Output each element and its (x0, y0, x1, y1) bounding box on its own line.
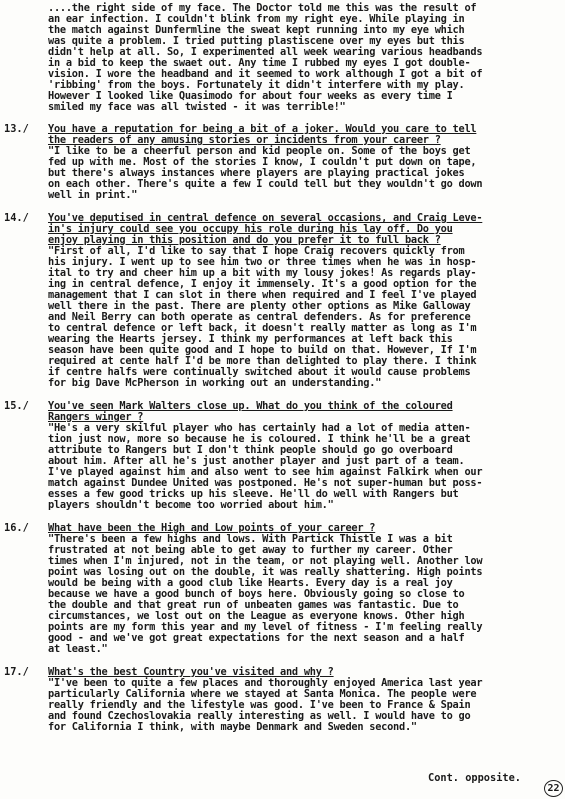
question-number: 17./ (4, 666, 29, 678)
answer-line: "First of all, I'd like to say that I hope Craig recovers quickly from (48, 245, 465, 257)
answer-line: points are my form this year and my level of fitness - I'm feeling really (48, 621, 483, 633)
answer-line: frustrated at not being able to get away to further my career. Other (48, 544, 453, 556)
intro-line: was quite a problem. I tried putting plastiscene over my eyes but this (48, 35, 465, 47)
answer-line: particularly California where we stayed at Santa Monica. The people were (48, 688, 477, 700)
question-number: 13./ (4, 123, 29, 135)
answer-line: and found Czechoslovakia really interesting as well. I would have to go (48, 710, 471, 722)
answer-line: season have been quite good and I hope to build on that. However, If I'm (48, 344, 477, 356)
question-number: 16./ (4, 522, 29, 534)
answer-line: required at cente half I'd be more than delighted to play there. I think (48, 355, 477, 367)
answer-line: good - and we've got great expectations for the next season and a half (48, 632, 465, 644)
intro-line: ....the right side of my face. The Doctor told me this was the result of (48, 2, 477, 14)
intro-line: vision. I wore the headband and it seemed to work although I got a bit of (48, 68, 483, 80)
answer-line: at least." (48, 643, 108, 655)
question-line: What have been the High and Low points of your career ? (48, 522, 376, 534)
answer-line: ing in central defence, I enjoy it immensely. It's a good option for the (48, 278, 477, 290)
answer-line: "He's a very skilful player who has certainly had a lot of media atten- (48, 422, 471, 434)
question-line: in's injury could see you occupy his role during his lay off. Do you (48, 223, 453, 235)
question-line: You've deputised in central defence on several occasions, and Craig Leve- (48, 212, 483, 224)
answer-line: but there's always instances where players are playing practical jokes (48, 167, 465, 179)
question-line: enjoy playing in this position and do you prefer it to full back ? (48, 234, 441, 246)
question-line: What's the best Country you've visited and why ? (48, 666, 334, 678)
answer-line: esses a few good tricks up his sleeve. He'll do well with Rangers but (48, 488, 459, 500)
answer-line: really friendly and the lifestyle was good. I've been to France & Spain (48, 699, 471, 711)
answer-line: about him. After all he's just another player and just part of a team. (48, 455, 465, 467)
answer-line: for California I think, with maybe Denmark and Sweden second." (48, 721, 417, 733)
answer-line: match against Dundee United was postponed. He's not super-human but poss- (48, 477, 483, 489)
question-line: You've seen Mark Walters close up. What do you think of the coloured (48, 400, 453, 412)
answer-line: tion just now, more so because he is coloured. I think he'll be a great (48, 433, 471, 445)
page-number: 22 (544, 780, 563, 797)
answer-line: and Neil Berry can both operate as central defenders. As for preference (48, 311, 471, 323)
intro-line: smiled my face was all twisted - it was terrible!" (48, 101, 346, 113)
answer-line: well in print." (48, 189, 138, 201)
intro-line: an ear infection. I couldn't blink from my right eye. While playing in (48, 13, 465, 25)
answer-line: ital to try and cheer him up a bit with my lousy jokes! As regards play- (48, 267, 477, 279)
question-line: the readers of any amusing stories or incidents from your career ? (48, 134, 441, 146)
answer-line: the double and that great run of unbeaten games was fantastic. Due to (48, 599, 459, 611)
question-number: 15./ (4, 400, 29, 412)
answer-line: times when I'm injured, not in the team, or not playing well. Another low (48, 555, 483, 567)
intro-line: in a bid to keep the swaet out. Any time I rubbed my eyes I got double- (48, 57, 471, 69)
intro-line: didn't help at all. So, I experimented all week wearing various headbands (48, 46, 483, 58)
answer-line: his injury. I went up to see him two or three times when he was in hosp- (48, 256, 477, 268)
answer-line: to central defence or left back, it doesn't really matter as long as I'm (48, 322, 477, 334)
answer-line: players shouldn't become too worried about him." (48, 499, 334, 511)
answer-line: attribute to Rangers but I don't think people should go go overboard (48, 444, 453, 456)
answer-line: management that I can slot in there when required and I feel I've played (48, 289, 477, 301)
answer-line: I've played against him and also went to see him against Falkirk when our (48, 466, 483, 478)
question-number: 14./ (4, 212, 29, 224)
intro-line: the match against Dunfermline the sweat kept running into my eye which (48, 24, 465, 36)
answer-line: circumstances, we lost out on the League as everyone knows. Other high (48, 610, 465, 622)
answer-line: well there in the past. There are plenty other options as Mike Galloway (48, 300, 471, 312)
answer-line: would be being with a good club like Hearts. Every day is a real joy (48, 577, 453, 589)
answer-line: point was losing out on the double, it was really shattering. High points (48, 566, 483, 578)
intro-line: 'ribbing' from the boys. Fortunately it didn't interfere with my play. (48, 79, 465, 91)
answer-line: for big Dave McPherson in working out an understanding." (48, 377, 382, 389)
question-line: You have a reputation for being a bit of a joker. Would you care to tell (48, 123, 477, 135)
answer-line: "I like to be a cheerful person and kid people on. Some of the boys get (48, 145, 471, 157)
answer-line: on each other. There's quite a few I could tell but they wouldn't go down (48, 178, 483, 190)
answer-line: "There's been a few highs and lows. With Partick Thistle I was a bit (48, 533, 453, 545)
question-line: Rangers winger ? (48, 411, 144, 423)
intro-line: However I looked like Quasimodo for about four weeks as every time I (48, 90, 453, 102)
answer-line: wearing the Hearts jersey. I think my performances at left back this (48, 333, 453, 345)
answer-line: "I've been to quite a few places and thoroughly enjoyed America last year (48, 677, 483, 689)
answer-line: fed up with me. Most of the stories I know, I couldn't put down on tape, (48, 156, 477, 168)
answer-line: because we have a good bunch of boys here. Obviously going so close to (48, 588, 465, 600)
continued-note: Cont. opposite. (428, 772, 521, 784)
answer-line: if centre halfs were continually switched about it would cause problems (48, 366, 471, 378)
